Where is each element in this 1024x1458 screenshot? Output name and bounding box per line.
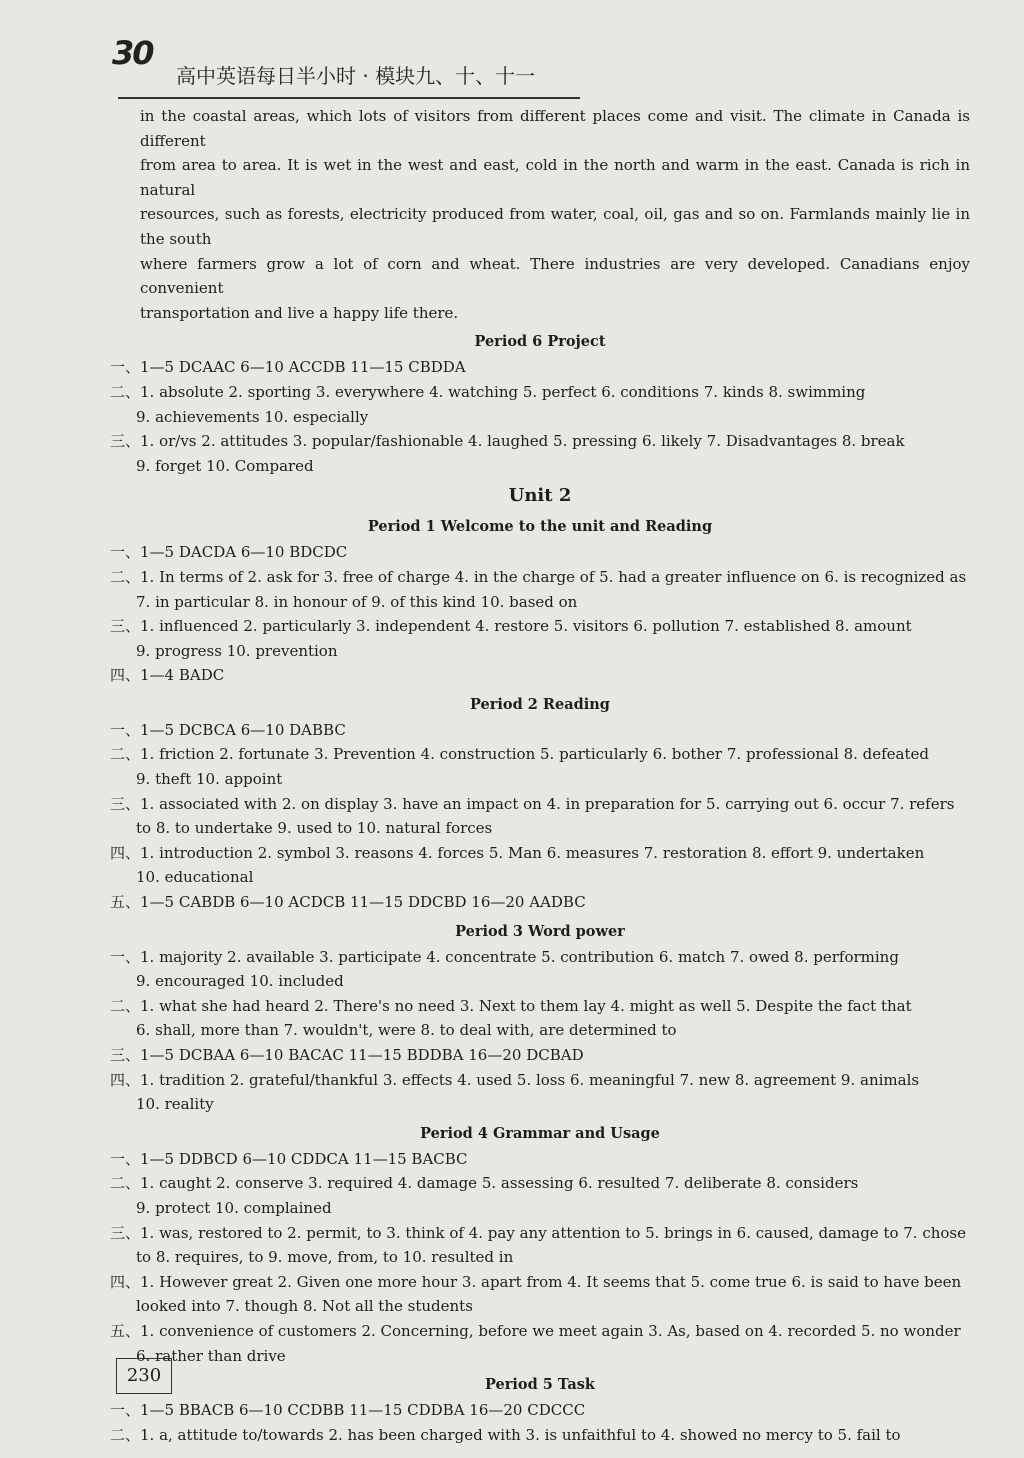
answer-line: 一、1. majority 2. available 3. participate 4. concentrate 5. contribution 6. match 7. owed 8. performing [110, 947, 899, 966]
answer-line: 6. shall, more than 7. wouldn't, were 8. to deal with, are determined to [136, 1021, 677, 1040]
answer-line: 7. in particular 8. in honour of 9. of this kind 10. based on [136, 592, 578, 611]
answer-line: 四、1. introduction 2. symbol 3. reasons 4. forces 5. Man 6. measures 7. restoration 8. effort 9. undertaken [110, 843, 925, 862]
intro-paragraph [110, 104, 970, 325]
answer-line: 三、1. associated with 2. on display 3. have an impact on 4. in preparation for 5. carrying out 6. occur 7. refers [110, 794, 955, 813]
answer-line: 一、1—5 DCBCA 6—10 DABBC [110, 720, 346, 739]
answer-line: 9. achievements 10. especially [136, 407, 369, 426]
answer-line: 10. educational [136, 868, 254, 887]
section-title: Period 5 Task [485, 1376, 595, 1394]
answer-line: 9. protect 10. complained [136, 1198, 332, 1217]
book-title: 高中英语每日半小时 · 模块九、十、十一 [176, 64, 536, 88]
text-line: from area to area. It is wet in the west and east, cold in the north and warm in the east. Canada is rich in natural [140, 156, 970, 199]
text-line: transportation and live a happy life there. [140, 303, 459, 322]
answer-line: looked into 7. though 8. Not all the students [136, 1297, 473, 1316]
answer-line: 二、1. a, attitude to/towards 2. has been charged with 3. is unfaithful to 4. showed no mercy to 5. fail to [110, 1425, 901, 1444]
section-title: Period 4 Grammar and Usage [420, 1124, 660, 1142]
header-divider [118, 97, 580, 99]
answer-line: 二、1. friction 2. fortunate 3. Prevention 4. construction 5. particularly 6. bother 7. professional 8. defeated [110, 745, 930, 764]
answer-line: 二、1. what she had heard 2. There's no need 3. Next to them lay 4. might as well 5. Despite the fact that [110, 996, 912, 1015]
answer-line: 6. rather than drive [136, 1346, 286, 1365]
answer-line: 二、1. absolute 2. sporting 3. everywhere 4. watching 5. perfect 6. conditions 7. kinds 8. swimming [110, 382, 866, 401]
section-title: Period 6 Project [474, 333, 606, 351]
answer-line: 9. theft 10. appoint [136, 770, 283, 789]
answer-line: 四、1. However great 2. Given one more hour 3. apart from 4. It seems that 5. come true 6. is said to have been [110, 1272, 962, 1291]
answer-line: 9. progress 10. prevention [136, 641, 338, 660]
answer-line: 三、1. or/vs 2. attitudes 3. popular/fashionable 4. laughed 5. pressing 6. likely 7. Disadvantages 8. break [110, 432, 905, 451]
answer-line: to 8. requires, to 9. move, from, to 10. resulted in [136, 1248, 514, 1267]
answer-line: 二、1. caught 2. conserve 3. required 4. damage 5. assessing 6. resulted 7. deliberate 8. considers [110, 1174, 859, 1193]
answer-line: 9. forget 10. Compared [136, 456, 314, 475]
answer-line: 一、1—5 BBACB 6—10 CCDBB 11—15 CDDBA 16—20 CDCCC [110, 1401, 586, 1420]
answer-line: 10. reality [136, 1095, 214, 1114]
answer-line: 五、1. convenience of customers 2. Concerning, before we meet again 3. As, based on 4. recorded 5. no wonder [110, 1321, 961, 1340]
book-logo: 30 [112, 34, 153, 72]
section-title: Period 1 Welcome to the unit and Reading [367, 518, 713, 536]
section-title: Period 3 Word power [455, 922, 625, 940]
answer-line: 四、1. tradition 2. grateful/thankful 3. effects 4. used 5. loss 6. meaningful 7. new 8. agreement 9. animals [110, 1070, 920, 1089]
page-number: 230 [116, 1358, 172, 1394]
answer-line: 一、1—5 DCAAC 6—10 ACCDB 11—15 CBDDA [110, 358, 466, 377]
answer-line: 9. encouraged 10. included [136, 972, 344, 991]
answer-line: 五、1—5 CABDB 6—10 ACDCB 11—15 DDCBD 16—20 AADBC [110, 893, 586, 912]
answer-line: 三、1—5 DCBAA 6—10 BACAC 11—15 BDDBA 16—20 DCBAD [110, 1046, 584, 1064]
unit-title: Unit 2 [508, 485, 572, 507]
answer-line: 一、1—5 DACDA 6—10 BDCDC [110, 543, 348, 562]
text-line: in the coastal areas, which lots of visitors from different places come and visit. The climate in Canada is different [140, 107, 970, 150]
text-line: resources, such as forests, electricity produced from water, coal, oil, gas and so on. Farmlands mainly lie in the south [140, 205, 970, 248]
answer-line: 三、1. influenced 2. particularly 3. independent 4. restore 5. visitors 6. pollution 7. established 8. amount [110, 617, 912, 636]
answer-line: 二、1. In terms of 2. ask for 3. free of charge 4. in the charge of 5. had a greater influence on 6. is recognized as [110, 567, 967, 586]
answer-line: to 8. to undertake 9. used to 10. natural forces [136, 819, 493, 838]
section-title: Period 2 Reading [470, 695, 610, 713]
text-line: where farmers grow a lot of corn and wheat. There industries are very developed. Canadians enjoy convenient [140, 254, 970, 298]
answer-content [110, 104, 970, 1447]
answer-line: 三、1. was, restored to 2. permit, to 3. think of 4. pay any attention to 5. brings in 6. caused, damage to 7. chose [110, 1223, 967, 1242]
answer-line: 一、1—5 DDBCD 6—10 CDDCA 11—15 BACBC [110, 1149, 468, 1168]
answer-line: 四、1—4 BADC [110, 666, 225, 685]
